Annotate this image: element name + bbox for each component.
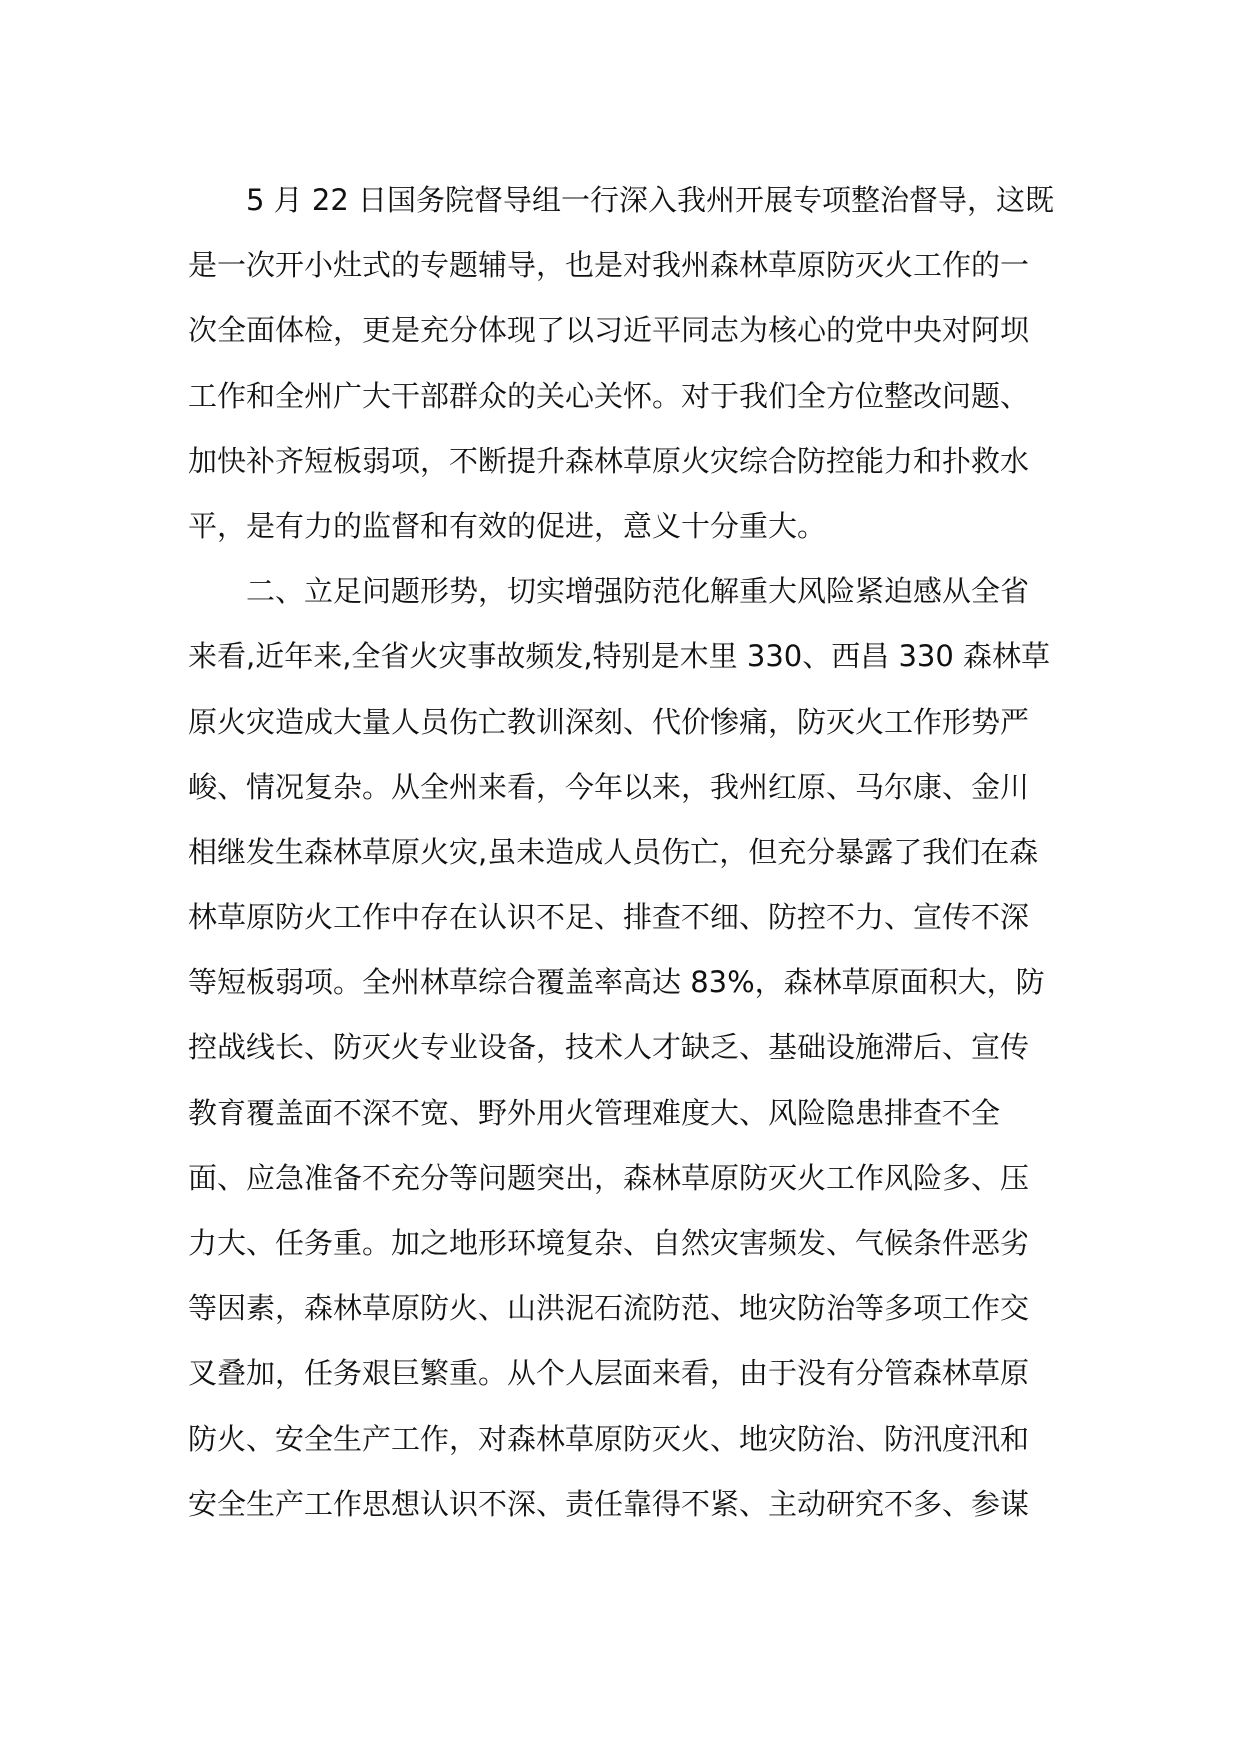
paragraph-line: 加快补齐短板弱项，不断提升森林草原火灾综合防控能力和扑救水 bbox=[188, 443, 1030, 478]
paragraph-line: 次全面体检，更是充分体现了以习近平同志为核心的党中央对阿坝 bbox=[188, 313, 1030, 348]
paragraph-line: 安全生产工作思想认识不深、责任靠得不紧、主动研究不多、参谋 bbox=[188, 1486, 1030, 1521]
paragraph-line: 防火、安全生产工作，对森林草原防灭火、地灾防治、防汛度汛和 bbox=[188, 1421, 1030, 1456]
paragraph-line: 面、应急准备不充分等问题突出，森林草原防灭火工作风险多、压 bbox=[188, 1160, 1030, 1195]
paragraph-1 bbox=[188, 168, 1055, 559]
paragraph-line: 控战线长、防灭火专业设备，技术人才缺乏、基础设施滞后、宣传 bbox=[188, 1030, 1030, 1065]
paragraph-line: 等因素，森林草原防火、山洪泥石流防范、地灾防治等多项工作交 bbox=[188, 1291, 1030, 1326]
paragraph-line: 峻、情况复杂。从全州来看，今年以来，我州红原、马尔康、金川 bbox=[188, 769, 1030, 804]
paragraph-line: 5 月 22 日国务院督导组一行深入我州开展专项整治督导，这既 bbox=[246, 183, 1055, 217]
paragraph-line: 等短板弱项。全州林草综合覆盖率高达 83%，森林草原面积大，防 bbox=[188, 965, 1045, 1000]
paragraph-line: 工作和全州广大干部群众的关心关怀。对于我们全方位整改问题、 bbox=[188, 378, 1030, 413]
paragraph-line: 相继发生森林草原火灾,虽未造成人员伤亡，但充分暴露了我们在森 bbox=[188, 834, 1039, 869]
paragraph-line: 原火灾造成大量人员伤亡教训深刻、代价惨痛，防灭火工作形势严 bbox=[188, 704, 1030, 739]
document-body bbox=[188, 168, 1055, 1537]
paragraph-2 bbox=[188, 559, 1051, 1537]
paragraph-line: 平，是有力的监督和有效的促进，意义十分重大。 bbox=[188, 508, 827, 543]
paragraph-line: 叉叠加，任务艰巨繁重。从个人层面来看，由于没有分管森林草原 bbox=[188, 1356, 1030, 1391]
paragraph-line: 来看,近年来,全省火灾事故频发,特别是木里 330、西昌 330 森林草 bbox=[188, 639, 1051, 674]
paragraph-line: 教育覆盖面不深不宽、野外用火管理难度大、风险隐患排查不全 bbox=[188, 1095, 1001, 1130]
paragraph-line: 二、立足问题形势，切实增强防范化解重大风险紧迫感从全省 bbox=[246, 574, 1030, 609]
paragraph-line: 林草原防火工作中存在认识不足、排查不细、防控不力、宣传不深 bbox=[188, 900, 1030, 935]
paragraph-line: 力大、任务重。加之地形环境复杂、自然灾害频发、气候条件恶劣 bbox=[188, 1226, 1030, 1260]
paragraph-line: 是一次开小灶式的专题辅导，也是对我州森林草原防灭火工作的一 bbox=[188, 248, 1030, 283]
